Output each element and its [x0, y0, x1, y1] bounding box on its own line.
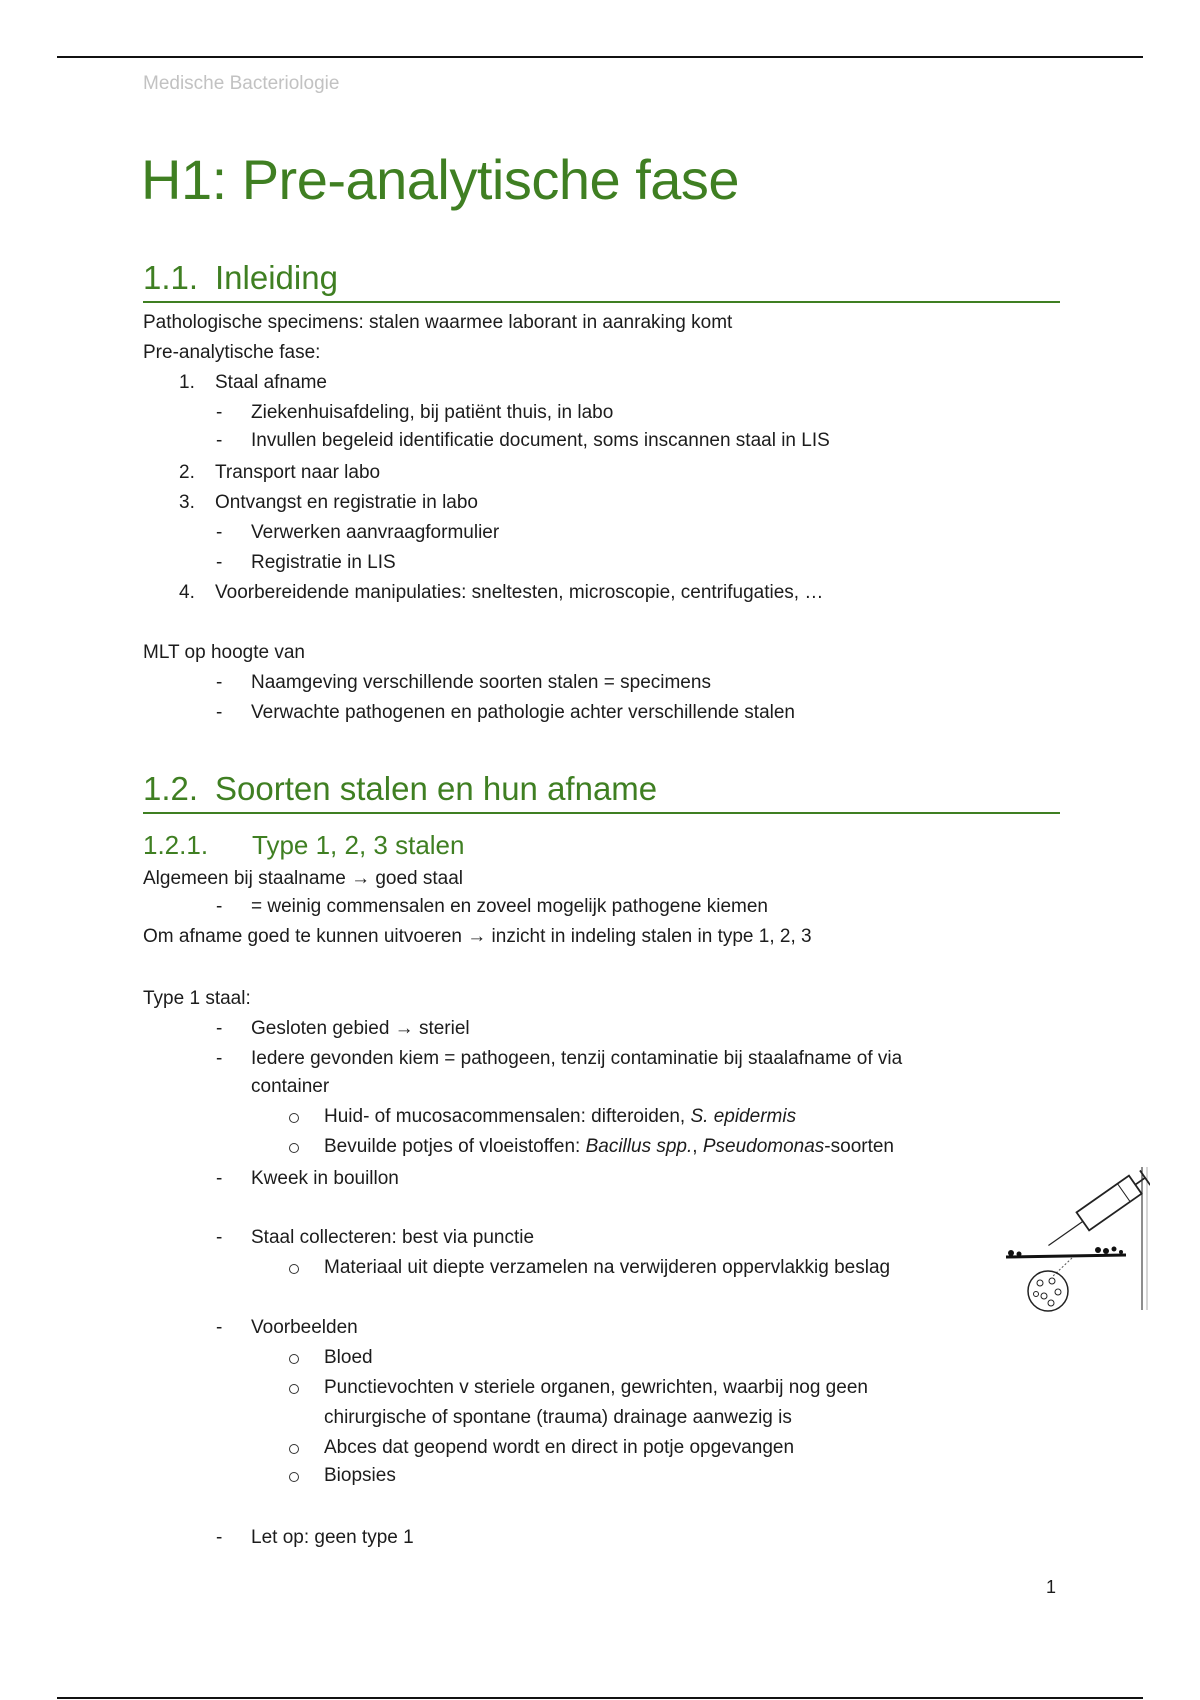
phase-label: Pre-analytische fase: — [143, 342, 321, 363]
step-number: 2. — [179, 462, 195, 483]
running-header: Medische Bacteriologie — [143, 73, 340, 94]
species-name: Bacillus spp. — [585, 1136, 693, 1157]
type1-label: Type 1 staal: — [143, 988, 251, 1009]
dash-marker: - — [216, 1048, 223, 1069]
species-name: Pseudomonas — [702, 1136, 825, 1157]
list-item: Invullen begeleid identificatie document, soms inscannen staal in LIS — [251, 430, 830, 451]
dash-marker: - — [216, 430, 223, 451]
dash-marker: - — [216, 672, 223, 693]
page-number: 1 — [1046, 1577, 1057, 1597]
step-text: Staal afname — [215, 372, 327, 393]
separator: , — [692, 1136, 703, 1157]
section-title: Soorten stalen en hun afname — [215, 770, 658, 807]
dash-marker: - — [216, 1227, 223, 1248]
list-item: Naamgeving verschillende soorten stalen = specimens — [251, 672, 711, 693]
step-text: Transport naar labo — [215, 462, 381, 483]
chapter-title: H1: Pre-analytische fase — [141, 148, 740, 211]
section-number: 1.2. — [143, 770, 199, 807]
contamination-pots — [324, 1135, 894, 1159]
bottom-rule — [57, 1697, 1143, 1699]
mlt-label: MLT op hoogte van — [143, 642, 305, 663]
list-subitem: Materiaal uit diepte verzamelen na verwijderen oppervlakkig beslag — [324, 1257, 891, 1278]
syringe-puncture-icon — [1000, 1165, 1150, 1315]
list-item: = weinig commensalen en zoveel mogelijk pathogene kiemen — [251, 896, 768, 917]
list-subitem-continuation: chirurgische of spontane (trauma) drainage aanwezig is — [324, 1407, 792, 1428]
section-heading-soorten-stalen — [143, 770, 1060, 814]
approach-text: Om afname goed te kunnen uitvoeren → inzicht in indeling stalen in type 1, 2, 3 — [143, 926, 812, 947]
list-item: Ziekenhuisafdeling, bij patiënt thuis, in labo — [251, 402, 614, 423]
suffix: -soorten — [824, 1136, 894, 1157]
list-item-continuation: container — [251, 1076, 330, 1097]
list-item: Kweek in bouillon — [251, 1168, 399, 1189]
list-item: Iedere gevonden kiem = pathogeen, tenzij contaminatie bij staalafname of via — [251, 1048, 903, 1069]
contamination-skin-text: Huid- of mucosacommensalen: difteroiden, — [324, 1106, 691, 1127]
circle-bullet-icon — [289, 1113, 299, 1123]
list-item: Gesloten gebied → steriel — [251, 1018, 470, 1039]
list-subitem: Biopsies — [324, 1465, 396, 1486]
dash-marker: - — [216, 552, 223, 573]
list-subitem: Punctievochten v steriele organen, gewrichten, waarbij nog geen — [324, 1377, 868, 1398]
circle-bullet-icon — [289, 1384, 299, 1394]
step-number: 1. — [179, 372, 195, 393]
list-item: Verwerken aanvraagformulier — [251, 522, 500, 543]
list-subitem: Abces dat geopend wordt en direct in potje opgevangen — [324, 1437, 795, 1458]
intro-text: Pathologische specimens: stalen waarmee laborant in aanraking komt — [143, 312, 733, 333]
dash-marker: - — [216, 702, 223, 723]
circle-bullet-icon — [289, 1354, 299, 1364]
list-item: Registratie in LIS — [251, 552, 396, 573]
dash-marker: - — [216, 1527, 223, 1548]
top-rule — [57, 56, 1143, 58]
list-item: Verwachte pathogenen en pathologie achter verschillende stalen — [251, 702, 795, 723]
subsection-number: 1.2.1. — [143, 830, 209, 860]
subsection-title: Type 1, 2, 3 stalen — [252, 830, 465, 860]
section-heading-inleiding — [143, 259, 1060, 303]
step-number: 3. — [179, 492, 195, 513]
dash-marker: - — [216, 896, 223, 917]
list-item: Voorbeelden — [251, 1317, 358, 1338]
dash-marker: - — [216, 402, 223, 423]
contamination-skin — [324, 1105, 796, 1129]
dash-marker: - — [216, 522, 223, 543]
general-text: Algemeen bij staalname → goed staal — [143, 868, 464, 889]
step-text: Voorbereidende manipulaties: sneltesten, microscopie, centrifugaties, … — [215, 582, 824, 603]
circle-bullet-icon — [289, 1444, 299, 1454]
species-name: S. epidermis — [690, 1106, 797, 1127]
dash-marker: - — [216, 1018, 223, 1039]
dash-marker: - — [216, 1317, 223, 1338]
step-number: 4. — [179, 582, 195, 603]
subsection-heading — [143, 830, 464, 861]
list-item: Let op: geen type 1 — [251, 1527, 414, 1548]
section-number: 1.1. — [143, 259, 199, 296]
contamination-pots-text: Bevuilde potjes of vloeistoffen: — [324, 1136, 586, 1157]
step-text: Ontvangst en registratie in labo — [215, 492, 478, 513]
circle-bullet-icon — [289, 1264, 299, 1274]
list-item: Staal collecteren: best via punctie — [251, 1227, 535, 1248]
circle-bullet-icon — [289, 1143, 299, 1153]
list-subitem: Bloed — [324, 1347, 373, 1368]
section-title: Inleiding — [215, 259, 338, 296]
dash-marker: - — [216, 1168, 223, 1189]
circle-bullet-icon — [289, 1472, 299, 1482]
